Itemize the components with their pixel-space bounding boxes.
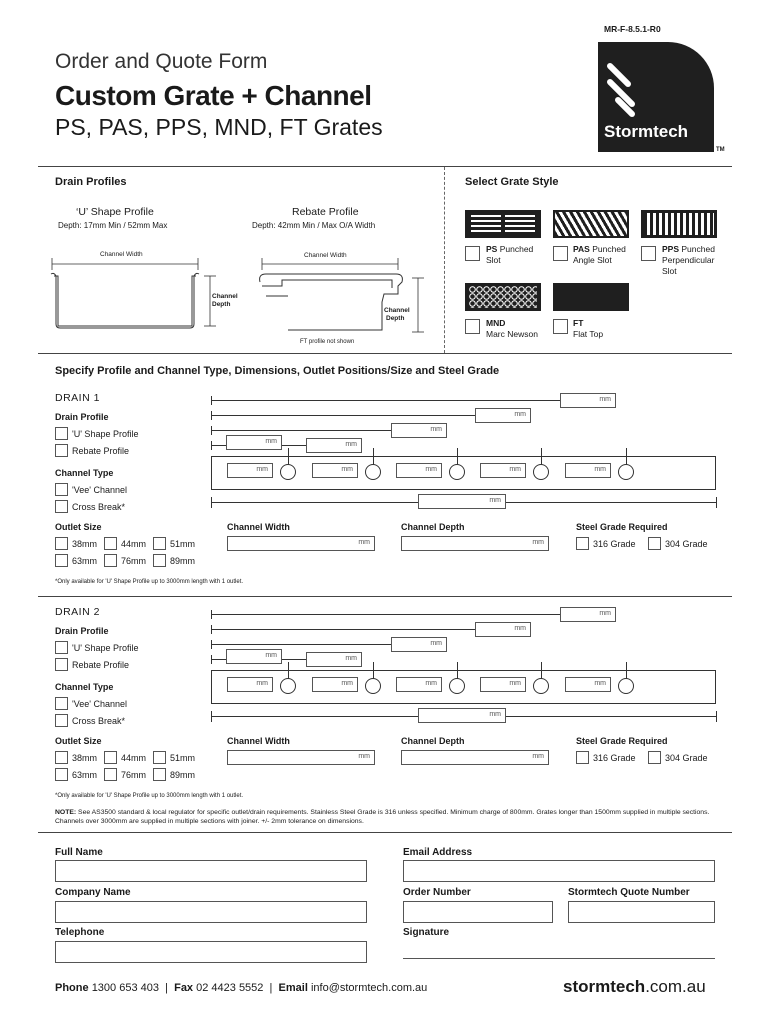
mm-unit: mm (509, 466, 521, 473)
pps-grate-swatch (641, 210, 717, 238)
grade-316-label: 316 Grade (593, 539, 636, 549)
mm-unit: mm (532, 753, 544, 760)
outlet-position-field[interactable] (475, 408, 531, 423)
column-divider (444, 167, 445, 353)
dimension-tick (211, 426, 212, 435)
mm-unit: mm (425, 466, 437, 473)
vee-checkbox[interactable] (55, 483, 68, 496)
mm-unit: mm (509, 680, 521, 687)
channel-width-field[interactable] (227, 750, 375, 765)
outlet-size-label: 38mm (72, 753, 98, 763)
total-length-field[interactable] (418, 708, 506, 723)
dimension-tick (211, 640, 212, 649)
ft-grate-swatch (553, 283, 629, 311)
outlet-offset-field[interactable] (396, 677, 442, 692)
outlet-circle-icon (449, 464, 465, 480)
dimension-tick (211, 625, 212, 634)
u-shape-checkbox[interactable] (55, 641, 68, 654)
mm-unit: mm (345, 655, 357, 662)
company-name-field[interactable] (55, 901, 367, 923)
outlet-circle-icon (280, 678, 296, 694)
outlet-offset-field[interactable] (480, 677, 526, 692)
form-kicker: Order and Quote Form (55, 50, 268, 73)
mm-unit: mm (430, 640, 442, 647)
steel-grade-label: Steel Grade Required (576, 522, 668, 532)
grade-304-checkbox[interactable] (648, 537, 661, 550)
rebate-profile-depth: Depth: 42mm Min / Max O/A Width (252, 221, 376, 230)
drain-title: DRAIN 1 (55, 392, 100, 404)
dimension-line (211, 445, 226, 446)
divider (38, 166, 732, 167)
doc-code: MR-F-8.5.1-R0 (604, 24, 661, 34)
outlet-size-label: 89mm (170, 770, 196, 780)
drain-title: DRAIN 2 (55, 606, 100, 618)
mm-unit: mm (425, 680, 437, 687)
divider (38, 832, 732, 833)
outlet-circle-icon (365, 678, 381, 694)
rebate-checkbox[interactable] (55, 444, 68, 457)
logo-text: Stormtech (604, 122, 689, 141)
outlet-offset-field[interactable] (396, 463, 442, 478)
outlet-offset-field[interactable] (227, 463, 273, 478)
outlet-position-field[interactable] (306, 438, 362, 453)
availability-footnote: *Only available for 'U' Shape Profile up to 3000mm length with 1 outlet. (55, 579, 244, 585)
dimension-line (211, 659, 226, 660)
outlet-size-label: Outlet Size (55, 736, 102, 746)
drain-profile-label: Drain Profile (55, 412, 109, 422)
outlet-position-field[interactable] (306, 652, 362, 667)
pps-checkbox[interactable] (641, 246, 656, 261)
mm-unit: mm (265, 438, 277, 445)
u-shape-label: 'U' Shape Profile (72, 429, 139, 439)
steel-grade-label: Steel Grade Required (576, 736, 668, 746)
page-subtitle: PS, PAS, PPS, MND, FT Grates (55, 114, 383, 140)
outlet-size-checkbox[interactable] (104, 768, 117, 781)
outlet-size-label: 76mm (121, 556, 147, 566)
mnd-checkbox[interactable] (465, 319, 480, 334)
grade-304-checkbox[interactable] (648, 751, 661, 764)
footer-contact: Phone 1300 653 403 | Fax 02 4423 5552 | Email info@stormtech.com.au (55, 982, 428, 994)
signature-label: Signature (403, 927, 450, 938)
outlet-size-label: 51mm (170, 539, 196, 549)
ps-checkbox[interactable] (465, 246, 480, 261)
u-profile-depth: Depth: 17mm Min / 52mm Max (58, 221, 168, 230)
mm-unit: mm (358, 753, 370, 760)
dimension-tick (211, 610, 212, 619)
full-name-field[interactable] (55, 860, 367, 882)
outlet-size-label: 51mm (170, 753, 196, 763)
pas-label: PAS Punched Angle Slot (573, 244, 626, 265)
mm-unit: mm (341, 466, 353, 473)
outlet-size-label: 44mm (121, 753, 147, 763)
ps-grate-swatch (465, 210, 541, 238)
dimension-tick (716, 711, 717, 722)
rebate-channel-depth-label-b: Depth (386, 315, 405, 322)
outlet-size-checkbox[interactable] (153, 768, 166, 781)
full-name-label: Full Name (55, 847, 103, 858)
dimension-line (211, 629, 475, 630)
grate-style-heading: Select Grate Style (465, 176, 559, 188)
channel-width-field[interactable] (227, 536, 375, 551)
outlet-size-checkbox[interactable] (153, 537, 166, 550)
u-shape-checkbox[interactable] (55, 427, 68, 440)
rebate-checkbox[interactable] (55, 658, 68, 671)
drain-profile-label: Drain Profile (55, 626, 109, 636)
note: NOTE: See AS3500 standard & local regulator for specific outlet/drain requirements. Stainless Steel Grade is 316 unless specified. Minimum charge of 800mm. Grates longer than 1500mm supplied in multiple sections. Channels over 3000mm are supplied in multiple sections with joiner. +/- 2mm tolerance on dimensions. (55, 809, 710, 825)
dimension-tick (716, 497, 717, 508)
u-channel-depth-label-a: Channel (212, 293, 238, 300)
channel-width-label: Channel Width (227, 522, 290, 532)
outlet-circle-icon (618, 678, 634, 694)
outlet-offset-field[interactable] (312, 463, 358, 478)
outlet-position-field[interactable] (560, 393, 616, 408)
mm-unit: mm (489, 711, 501, 718)
vee-checkbox[interactable] (55, 697, 68, 710)
website-link[interactable]: stormtech.com.au (563, 977, 706, 996)
mnd-label: MND Marc Newson (486, 318, 538, 339)
divider (38, 353, 732, 354)
pas-checkbox[interactable] (553, 246, 568, 261)
outlet-size-checkbox[interactable] (104, 554, 117, 567)
page-title: Custom Grate + Channel (55, 80, 372, 111)
outlet-size-label: 63mm (72, 556, 98, 566)
mm-unit: mm (489, 497, 501, 504)
stormtech-logo (598, 42, 714, 152)
mm-unit: mm (599, 610, 611, 617)
outlet-position-field[interactable] (391, 423, 447, 438)
specify-heading: Specify Profile and Channel Type, Dimensions, Outlet Positions/Size and Steel Grade (55, 365, 500, 377)
pps-label: PPS Punched Perpendicular Slot (662, 244, 715, 276)
mm-unit: mm (594, 680, 606, 687)
outlet-position-field[interactable] (391, 637, 447, 652)
telephone-field[interactable] (55, 941, 367, 963)
mm-unit: mm (265, 652, 277, 659)
outlet-size-label: 76mm (121, 770, 147, 780)
outlet-size-label: 44mm (121, 539, 147, 549)
u-channel-depth-label-b: Depth (212, 301, 231, 308)
grade-316-label: 316 Grade (593, 753, 636, 763)
cross-break-checkbox[interactable] (55, 714, 68, 727)
rebate-label: Rebate Profile (72, 660, 130, 670)
mm-unit: mm (256, 680, 268, 687)
channel-depth-field[interactable] (401, 750, 549, 765)
total-length-field[interactable] (418, 494, 506, 509)
rebate-channel-width-label: Channel Width (304, 252, 347, 259)
outlet-size-checkbox[interactable] (55, 554, 68, 567)
outlet-size-checkbox[interactable] (153, 554, 166, 567)
channel-width-label: Channel Width (227, 736, 290, 746)
order-number-label: Order Number (403, 887, 471, 898)
telephone-label: Telephone (55, 927, 105, 938)
mm-unit: mm (358, 539, 370, 546)
divider (38, 596, 732, 597)
dimension-tick (211, 396, 212, 405)
dimension-line (211, 614, 560, 615)
drain-profiles-heading: Drain Profiles (55, 176, 127, 188)
dimension-tick (211, 711, 212, 722)
u-shape-label: 'U' Shape Profile (72, 643, 139, 653)
rebate-channel-depth-label-a: Channel (384, 307, 410, 314)
dimension-tick (211, 497, 212, 508)
outlet-position-field[interactable] (560, 607, 616, 622)
quote-number-field[interactable] (568, 901, 715, 923)
ft-label: FT Flat Top (573, 318, 604, 339)
channel-depth-label: Channel Depth (401, 522, 465, 532)
outlet-offset-field[interactable] (565, 463, 611, 478)
outlet-size-checkbox[interactable] (153, 751, 166, 764)
mm-unit: mm (599, 396, 611, 403)
email-label: Email Address (403, 847, 473, 858)
outlet-size-label: 38mm (72, 539, 98, 549)
email-field[interactable] (403, 860, 715, 882)
grade-316-checkbox[interactable] (576, 537, 589, 550)
channel-depth-field[interactable] (401, 536, 549, 551)
outlet-size-checkbox[interactable] (104, 537, 117, 550)
dimension-line (211, 400, 560, 401)
mm-unit: mm (514, 625, 526, 632)
outlet-circle-icon (618, 464, 634, 480)
outlet-size-checkbox[interactable] (55, 537, 68, 550)
grade-304-label: 304 Grade (665, 539, 708, 549)
outlet-offset-field[interactable] (565, 677, 611, 692)
outlet-position-field[interactable] (226, 435, 282, 450)
mm-unit: mm (594, 466, 606, 473)
mm-unit: mm (345, 441, 357, 448)
channel-type-label: Channel Type (55, 468, 114, 478)
outlet-position-field[interactable] (226, 649, 282, 664)
dimension-line (211, 430, 391, 431)
mm-unit: mm (532, 539, 544, 546)
outlet-size-label: Outlet Size (55, 522, 102, 532)
channel-depth-label: Channel Depth (401, 736, 465, 746)
vee-label: 'Vee' Channel (72, 699, 127, 709)
channel-type-label: Channel Type (55, 682, 114, 692)
outlet-offset-field[interactable] (312, 677, 358, 692)
dimension-tick (211, 411, 212, 420)
outlet-circle-icon (365, 464, 381, 480)
signature-line[interactable] (403, 958, 715, 959)
grade-304-label: 304 Grade (665, 753, 708, 763)
mm-unit: mm (256, 466, 268, 473)
u-channel-width-label: Channel Width (100, 251, 143, 258)
rebate-profile-title: Rebate Profile (292, 206, 359, 218)
rebate-label: Rebate Profile (72, 446, 130, 456)
mnd-grate-swatch (465, 283, 541, 311)
ft-profile-note: FT profile not shown (300, 339, 355, 345)
email-link[interactable]: info@stormtech.com.au (310, 982, 428, 994)
outlet-circle-icon (533, 464, 549, 480)
drain-section-1 (0, 390, 770, 590)
availability-footnote: *Only available for 'U' Shape Profile up to 3000mm length with 1 outlet. (55, 793, 244, 799)
quote-number-label: Stormtech Quote Number (568, 887, 690, 898)
dimension-line (211, 415, 475, 416)
outlet-circle-icon (449, 678, 465, 694)
mm-unit: mm (341, 680, 353, 687)
trademark: TM (716, 147, 725, 153)
drain-section-2 (0, 604, 770, 804)
ps-label: PS Punched Slot (486, 244, 534, 265)
mm-unit: mm (514, 411, 526, 418)
cross-break-label: Cross Break* (72, 716, 126, 726)
outlet-size-label: 89mm (170, 556, 196, 566)
ft-checkbox[interactable] (553, 319, 568, 334)
outlet-offset-field[interactable] (480, 463, 526, 478)
outlet-circle-icon (533, 678, 549, 694)
outlet-size-label: 63mm (72, 770, 98, 780)
company-name-label: Company Name (55, 887, 131, 898)
dimension-line (211, 644, 391, 645)
cross-break-checkbox[interactable] (55, 500, 68, 513)
outlet-circle-icon (280, 464, 296, 480)
vee-label: 'Vee' Channel (72, 485, 127, 495)
outlet-size-checkbox[interactable] (55, 768, 68, 781)
grade-316-checkbox[interactable] (576, 751, 589, 764)
order-number-field[interactable] (403, 901, 553, 923)
pas-grate-swatch (553, 210, 629, 238)
outlet-position-field[interactable] (475, 622, 531, 637)
outlet-size-checkbox[interactable] (55, 751, 68, 764)
cross-break-label: Cross Break* (72, 502, 126, 512)
u-profile-title: ‘U’ Shape Profile (76, 206, 154, 218)
mm-unit: mm (430, 426, 442, 433)
outlet-size-checkbox[interactable] (104, 751, 117, 764)
outlet-offset-field[interactable] (227, 677, 273, 692)
